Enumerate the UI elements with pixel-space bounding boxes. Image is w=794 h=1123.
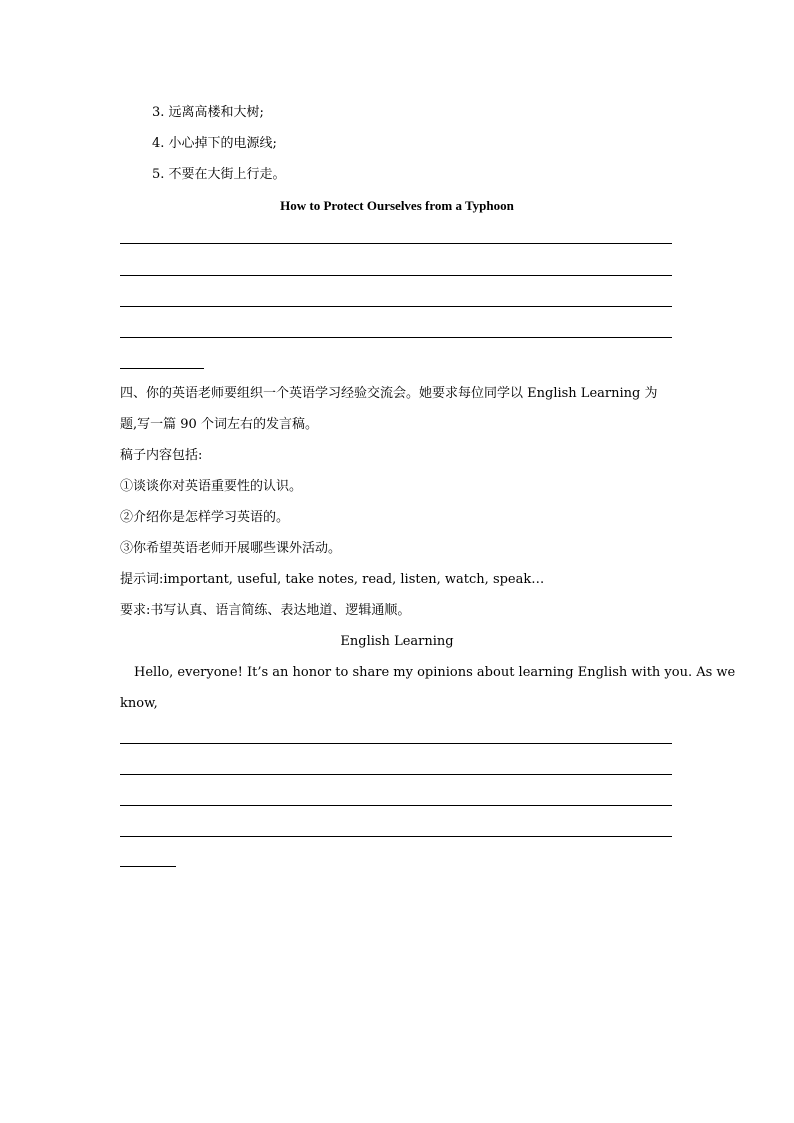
tip-item: 3. 远离高楼和大树; xyxy=(152,105,264,120)
essay-opening: Hello, everyone! It’s an honor to share my opinions about learning English with you. As we xyxy=(134,665,736,680)
writing-line xyxy=(120,836,672,837)
tip-item: 5. 不要在大街上行走。 xyxy=(152,167,286,182)
content-heading: 稿子内容包括: xyxy=(120,448,203,463)
typhoon-essay-title: How to Protect Ourselves from a Typhoon xyxy=(280,198,514,213)
content-point: ③你希望英语老师开展哪些课外活动。 xyxy=(120,541,342,556)
tip-item: 4. 小心掉下的电源线; xyxy=(152,136,277,151)
writing-line xyxy=(120,275,672,276)
writing-line xyxy=(120,774,672,775)
writing-line xyxy=(120,337,672,338)
content-point: ①谈谈你对英语重要性的认识。 xyxy=(120,479,303,494)
essay-title: English Learning xyxy=(340,634,454,649)
writing-line xyxy=(120,743,672,744)
writing-line xyxy=(120,805,672,806)
essay-opening: know, xyxy=(120,696,158,711)
task4-intro: 题,写一篇 90 个词左右的发言稿。 xyxy=(120,417,318,432)
writing-line xyxy=(120,243,672,244)
writing-line-short xyxy=(120,866,176,867)
content-point: ②介绍你是怎样学习英语的。 xyxy=(120,510,290,525)
writing-line-short xyxy=(120,368,204,369)
hint-words: 提示词:important, useful, take notes, read, listen, watch, speak… xyxy=(120,572,545,587)
task4-intro: 四、你的英语老师要组织一个英语学习经验交流会。她要求每位同学以 English Learning 为 xyxy=(120,386,658,401)
writing-line xyxy=(120,306,672,307)
requirements: 要求:书写认真、语言简练、表达地道、逻辑通顺。 xyxy=(120,603,411,618)
